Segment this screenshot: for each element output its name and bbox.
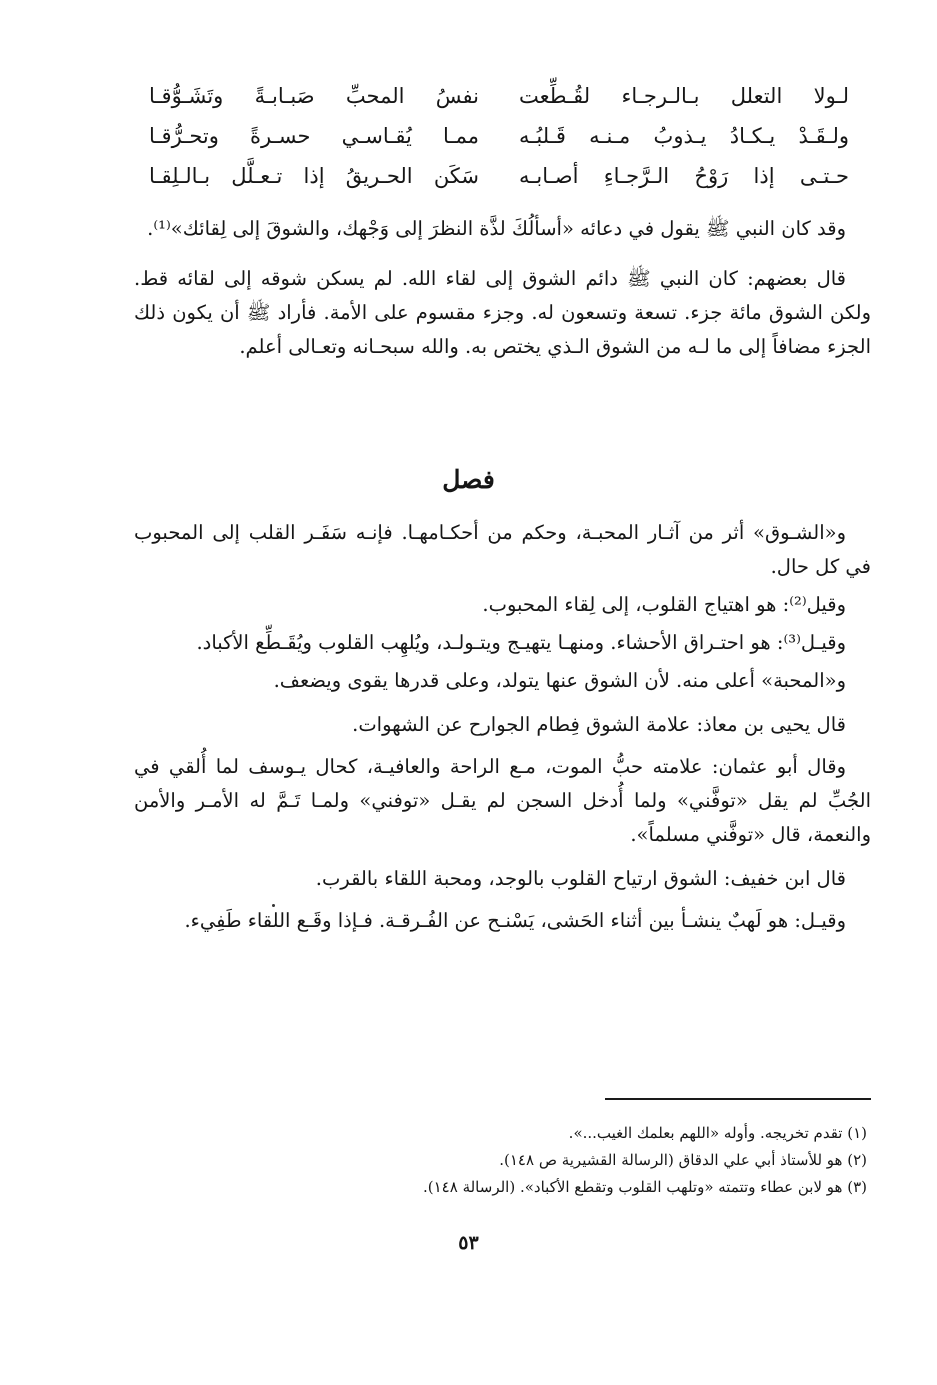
verse-second-hemistich: سَكَن الحـريقُ إذا تـعـلَّل بـالـلِقـا (149, 164, 479, 188)
body-paragraph: و«المحبة» أعلى منه. لأن الشوق عنها يتولد، وعلى قدرها يقوى ويضعف. (273, 669, 846, 692)
text-block-section (134, 516, 871, 938)
verse-second-hemistich: ممـا يُقـاسـي حسـرةً وتحـرُّقـا (149, 124, 479, 148)
poem-verse (149, 76, 849, 116)
footnote: (٢) هو للأستاذ أبي علي الدقاق (الرسالة القشيرية ص ١٤٨). (499, 1151, 867, 1169)
poem-verse (149, 156, 849, 196)
body-paragraph: وقد كان النبي ﷺ يقول في دعائه «أسألُكَ لذَّة النظرَ إلى وَجْهك، والشوقَ إلى لِقائك»⁽¹⁾. (147, 217, 846, 240)
footnote: (٣) هو لابن عطاء وتتمته «وتلهب القلوب وتقطع الأكباد». (الرسالة ١٤٨). (423, 1178, 867, 1196)
section-heading: فصل (442, 465, 495, 494)
body-paragraph: و«الشـوق» أثر من آثـار المحبـة، وحكم من أحكـامهـا. فإنـه سَفَـر القلب إلى المحبوب في كل حال. (134, 521, 871, 578)
verse-first-hemistich: حـتـى إذا رَوْحُ الـرَّجـاءِ أصـابـه (519, 164, 849, 188)
body-paragraph: قال ابن خفيف: الشوق ارتياح القلوب بالوجد، ومحبة اللقاء بالقرب. (315, 867, 846, 890)
text-block-top (134, 212, 871, 364)
body-paragraph: وقال أبو عثمان: علامته حبُّ الموت، مـع الراحة والعافيـة، كحال يـوسف لما أُلقي في الجُبِّ لم يقل «توفَّني» ولما أُدخل السجن لم يقـل «توفني» ولمـا تَـمَّ له الأمـر والأمن والنعمة، قال «توفَّني مسلماً». (134, 755, 871, 846)
footnotes (127, 1120, 867, 1201)
footnote-separator (605, 1098, 871, 1100)
poem-block (149, 76, 849, 196)
body-paragraph: وقيل⁽²⁾: هو اهتياج القلوب، إلى لِقاء المحبوب. (482, 593, 846, 616)
body-paragraph: قال يحيى بن معاذ: علامة الشوق فِطام الجوارح عن الشهوات. (352, 713, 846, 736)
body-paragraph: وقيـل: هو لَهبٌ ينشـأ بين أثناء الحَشى، يَسْنـح عن الفُـرقـة. فـإذا وقَـع اللقاء طَفِيء. (184, 909, 846, 932)
body-paragraph: قال بعضهم: كان النبي ﷺ دائم الشوق إلى لقاء الله. لم يسكن شوقه إلى لقائه قط. ولكن الشوق مائة جزء. تسعة وتسعون له. وجزء مقسوم على الأمة. فأراد ﷺ أن يكون ذلك الجزء مضافاً إلى ما لـه من الشوق الـذي يختص به. والله سبحـانه وتعـالى أعلم. (134, 267, 871, 358)
verse-first-hemistich: ولـقَـدْ يـكـادُ يـذوبُ مـنـه قَـلبُـه (519, 124, 849, 148)
poem-verse (149, 116, 849, 156)
body-paragraph: وقيـل⁽³⁾: هو احتـراق الأحشاء. ومنهـا يتهيـج ويتـولـد، ويُلهِب القلوب ويُقَـطِّع الأكباد. (196, 631, 846, 654)
page-number: ٥٣ (458, 1232, 479, 1254)
verse-first-hemistich: لـولا التعلل بـالـرجـاء لقُـطِّعت (519, 84, 849, 108)
scan-speck (272, 904, 275, 907)
footnote: (١) تقدم تخريجه. وأوله «اللهم بعلمك الغيب...». (568, 1124, 867, 1142)
verse-second-hemistich: نفسُ المحبِّ صَبـابـةً وتَشَـوُّقـا (149, 84, 479, 108)
